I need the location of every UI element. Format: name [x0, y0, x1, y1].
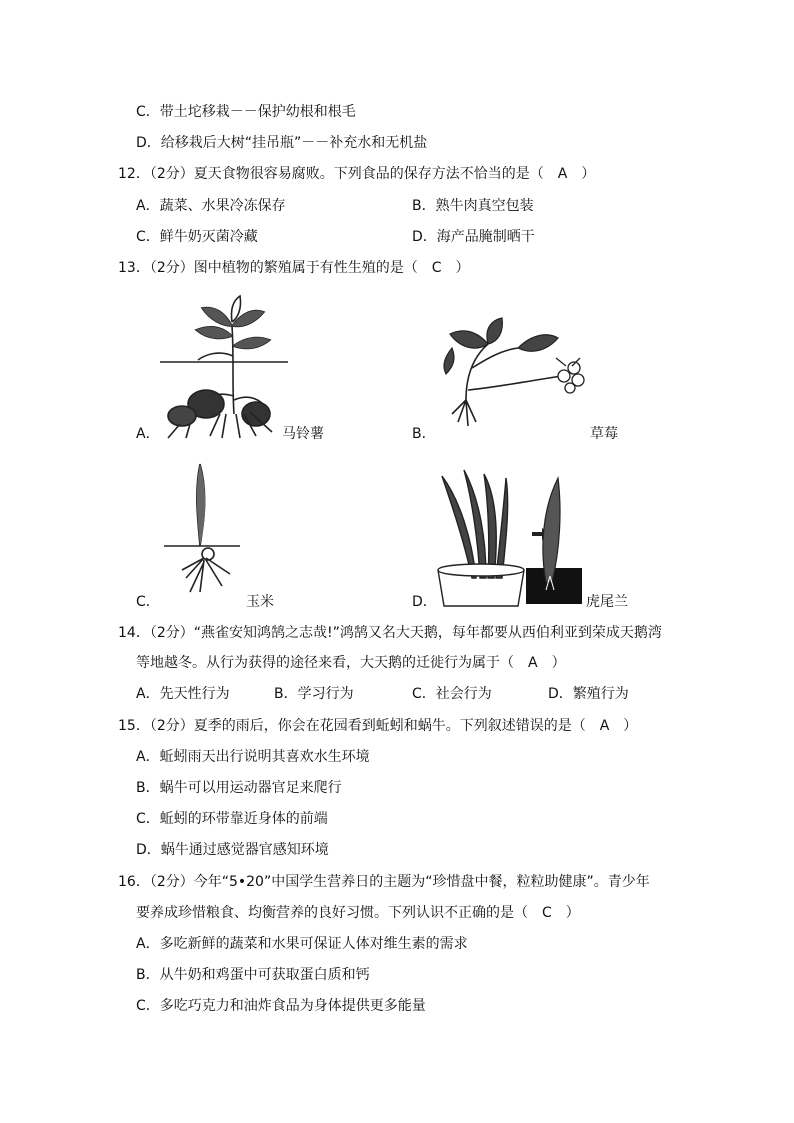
strawberry-plant-icon: [432, 318, 592, 438]
figure-b-caption: 草莓: [590, 426, 618, 442]
q15-option-a: A．蚯蚓雨天出行说明其喜欢水生环境: [136, 749, 370, 765]
q16-option-c: C．多吃巧克力和油炸食品为身体提供更多能量: [136, 998, 426, 1014]
q14-stem-line2: 等地越冬。从行为获得的途径来看，大天鹅的迁徙行为属于（ A ）: [136, 655, 566, 671]
figure-a-caption: 马铃薯: [282, 426, 324, 442]
potato-plant-icon: [160, 296, 290, 438]
figure-a: [160, 296, 290, 438]
q16-stem-line2: 要养成珍惜粮食、均衡营养的良好习惯。下列认识不正确的是（ C ）: [136, 905, 580, 921]
q14-stem-line1: 14．（2分）“燕雀安知鸿鹄之志哉!”鸿鹄又名大天鹅，每年都要从西伯利亚到荣成天鹅湾: [118, 625, 662, 641]
figure-d-caption: 虎尾兰: [586, 594, 628, 610]
figure-a-letter: A．: [136, 426, 160, 442]
snake-plant-icon: [434, 470, 594, 608]
q14-option-a: A．先天性行为: [136, 686, 230, 702]
figure-c-caption: 玉米: [246, 594, 274, 610]
figure-b: [432, 318, 592, 438]
q15-option-c: C．蚯蚓的环带靠近身体的前端: [136, 811, 328, 827]
figure-d: [434, 470, 594, 608]
q11-option-d: D．给移栽后大树“挂吊瓶”－－补充水和无机盐: [136, 135, 428, 151]
figure-b-letter: B．: [412, 426, 436, 442]
q16-option-b: B．从牛奶和鸡蛋中可获取蛋白质和钙: [136, 967, 370, 983]
q13-stem: 13．（2分）图中植物的繁殖属于有性生殖的是（ C ）: [118, 260, 470, 276]
figure-d-letter: D．: [412, 594, 437, 610]
q15-stem: 15．（2分）夏季的雨后，你会在花园看到蚯蚓和蜗牛。下列叙述错误的是（ A ）: [118, 718, 638, 734]
q12-option-c: C．鲜牛奶灭菌冷藏: [136, 229, 258, 245]
q16-option-a: A．多吃新鲜的蔬菜和水果可保证人体对维生素的需求: [136, 936, 468, 952]
q12-stem: 12．（2分）夏天食物很容易腐败。下列食品的保存方法不恰当的是（ A ）: [118, 166, 596, 182]
q14-option-c: C．社会行为: [412, 686, 492, 702]
q15-option-d: D．蜗牛通过感觉器官感知环境: [136, 842, 329, 858]
q11-option-c: C．带土坨移栽－－保护幼根和根毛: [136, 104, 356, 120]
corn-seedling-icon: [164, 462, 244, 602]
q14-option-d: D．繁殖行为: [548, 686, 629, 702]
q15-option-b: B．蜗牛可以用运动器官足来爬行: [136, 780, 342, 796]
q16-stem-line1: 16．（2分）今年“5•20”中国学生营养日的主题为“珍惜盘中餐，粒粒助健康”。青少年: [118, 874, 650, 890]
q12-option-b: B．熟牛肉真空包装: [412, 198, 534, 214]
q12-option-d: D．海产品腌制晒干: [412, 229, 535, 245]
q14-option-b: B．学习行为: [274, 686, 354, 702]
q12-option-a: A．蔬菜、水果冷冻保存: [136, 198, 286, 214]
figure-c-letter: C．: [136, 594, 160, 610]
figure-c: [164, 462, 244, 602]
